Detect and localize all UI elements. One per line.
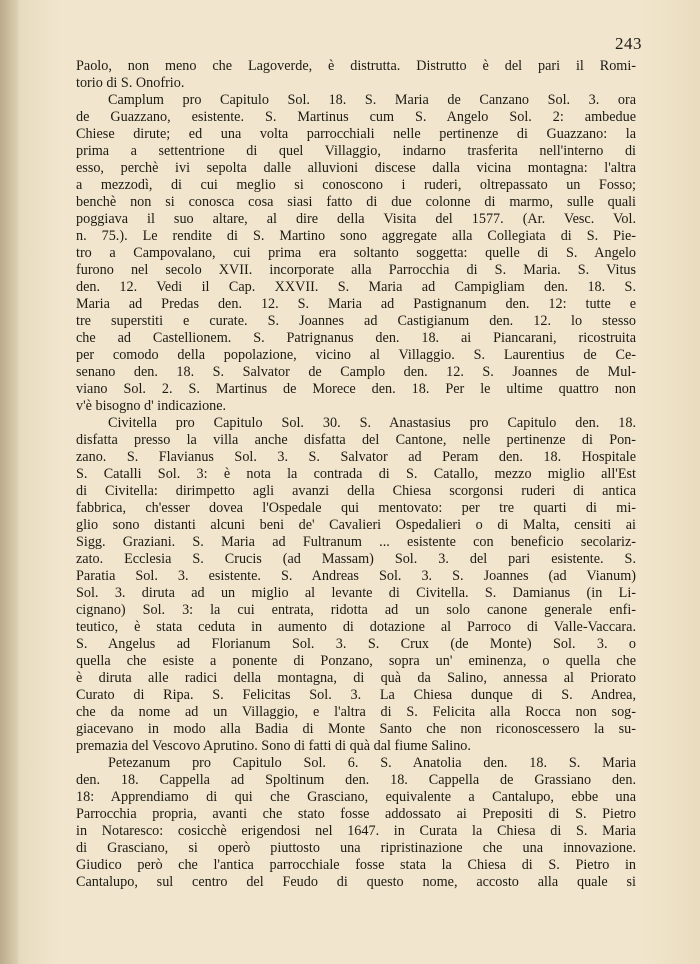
text-line: 18: Apprendiamo di qui che Grasciano, equivalente a Cantalupo, ebbe una xyxy=(76,789,636,805)
text-line: viano Sol. 2. S. Martinus de Morece den. 18. Per le ultime quattro non xyxy=(76,381,636,397)
page-number: 243 xyxy=(615,34,642,53)
text-line: torio di S. Onofrio. xyxy=(76,75,185,91)
text-line: Curato di Ripa. S. Felicitas Sol. 3. La Chiesa dunque di S. Andrea, xyxy=(76,687,636,703)
text-line: che da nome ad un Villaggio, e l'altra di S. Felicita alla Rocca non sog- xyxy=(76,704,636,720)
text-line: Petezanum pro Capitulo Sol. 6. S. Anatolia den. 18. S. Maria xyxy=(108,755,636,771)
text-line: è diruta alle radici della montagna, di quà da Salino, annessa al Priorato xyxy=(76,670,636,686)
text-line: Chiese dirute; ed una volta parrocchiali nelle pertinenze di Guazzano: la xyxy=(76,126,636,142)
text-line: glio sono distanti alcuni beni de' Cavalieri Ospedalieri o di Malta, censiti ai xyxy=(76,517,636,533)
text-line: che ad Castellionem. S. Patrignanus den. 18. ai Piancarani, ricostruita xyxy=(76,330,636,346)
text-line: tro a Campovalano, cui prima era soltanto soggetta: quelle di S. Angelo xyxy=(76,245,636,261)
text-line: n. 75.). Le rendite di S. Martino sono aggregate alla Collegiata di S. Pie- xyxy=(76,228,636,244)
text-line: de Guazzano, esistente. S. Martinus cum S. Angelo Sol. 2: ambedue xyxy=(76,109,636,125)
text-line: teutico, è stata ceduta in aumento di dotazione al Parroco di Valle-Vaccara. xyxy=(76,619,636,635)
text-line: Maria ad Predas den. 12. S. Maria ad Pastignanum den. 12: tutte e xyxy=(76,296,636,312)
text-line: Camplum pro Capitulo Sol. 18. S. Maria de Canzano Sol. 3. ora xyxy=(108,92,636,108)
text-line: Sol. 3. diruta ad un miglio al levante di Civitella. S. Damianus (in Li- xyxy=(76,585,636,601)
text-line: per comodo della popolazione, vicino al Villaggio. S. Laurentius de Ce- xyxy=(76,347,636,363)
text-line: di Civitella: dirimpetto agli avanzi della Chiesa scorgonsi ruderi di antica xyxy=(76,483,636,499)
text-line: v'è bisogno d' indicazione. xyxy=(76,398,227,414)
text-line: Paolo, non meno che Lagoverde, è distrutta. Distrutto è del pari il Romi- xyxy=(76,58,636,74)
text-line: cignano) Sol. 3: la cui entrata, ridotta ad un solo canone generale enfi- xyxy=(76,602,636,618)
text-line: den. 18. Cappella ad Spoltinum den. 18. Cappella de Grassiano den. xyxy=(76,772,636,788)
text-line: Cantalupo, sul centro del Feudo di questo nome, accosto alla quale si xyxy=(76,874,636,890)
text-line: Parrocchia propria, avanti che stato fosse addossato ai Prepositi di S. Pietro xyxy=(76,806,636,822)
text-line: Sigg. Graziani. S. Maria ad Fultranum ... esistente con beneficio secolariz- xyxy=(76,534,636,550)
text-line: esso, perchè ivi sepolta dalle alluvioni discese dalla vicina montagna: l'altra xyxy=(76,160,636,176)
text-line: benchè non si conosca cosa siasi fatto di due colonne di marmo, sulle quali xyxy=(76,194,636,210)
text-line: premazia del Vescovo Aprutino. Sono di fatti di quà dal fiume Salino. xyxy=(76,738,471,754)
text-line: senano den. 18. S. Salvator de Camplo den. 12. S. Joannes de Mul- xyxy=(76,364,636,380)
text-line: fabbrica, ch'esser dovea l'Ospedale qui mentovato: per tre quarti di mi- xyxy=(76,500,636,516)
text-line: furono nel secolo XVII. incorporate alla Parrocchia di S. Maria. S. Vitus xyxy=(76,262,636,278)
text-line: prima a settentrione di quel Villaggio, indarno trasferita nell'interno di xyxy=(76,143,636,159)
text-line: Giudico però che l'antica parrocchiale fosse stata la Chiesa di S. Pietro in xyxy=(76,857,636,873)
text-line: S. Angelus ad Florianum Sol. 3. S. Crux (de Monte) Sol. 3. o xyxy=(76,636,636,652)
text-line: a mezzodì, di cui meglio si conoscono i ruderi, oltrepassato un Fosso; xyxy=(76,177,636,193)
text-line: di Grasciano, si operò piuttosto una ripristinazione che una innovazione. xyxy=(76,840,636,856)
text-line: den. 12. Vedi il Cap. XXVII. S. Maria ad Campigliam den. 18. S. xyxy=(76,279,636,295)
book-spine-shadow xyxy=(0,0,18,964)
text-line: poggiava il suo altare, al dire della Visita del 1577. (Ar. Vesc. Vol. xyxy=(76,211,636,227)
text-line: tre superstiti e curate. S. Joannes ad Castigianum den. 12. lo stesso xyxy=(76,313,636,329)
text-line: zano. S. Flavianus Sol. 3. S. Salvator ad Peram den. 18. Hospitale xyxy=(76,449,636,465)
text-line: quella che esiste a ponente di Ponzano, sopra un' eminenza, o quella che xyxy=(76,653,636,669)
text-line: disfatta presso la villa anche disfatta del Cantone, nelle pertinenze di Pon- xyxy=(76,432,636,448)
body-text xyxy=(76,58,636,891)
text-line: Paratia Sol. 3. esistente. S. Andreas Sol. 3. S. Joannes (ad Vianum) xyxy=(76,568,636,584)
text-line: Civitella pro Capitulo Sol. 30. S. Anastasius pro Capitulo den. 18. xyxy=(108,415,636,431)
text-line: in Notaresco: cosicchè erigendosi nel 1647. in Curata la Chiesa di S. Maria xyxy=(76,823,636,839)
text-line: S. Catalli Sol. 3: è nota la contrada di S. Catallo, mezzo miglio all'Est xyxy=(76,466,636,482)
text-line: giacevano in modo alla Badia di Monte Santo che non riconoscessero la su- xyxy=(76,721,636,737)
text-line: zato. Ecclesia S. Crucis (ad Massam) Sol. 3. del pari esistente. S. xyxy=(76,551,636,567)
